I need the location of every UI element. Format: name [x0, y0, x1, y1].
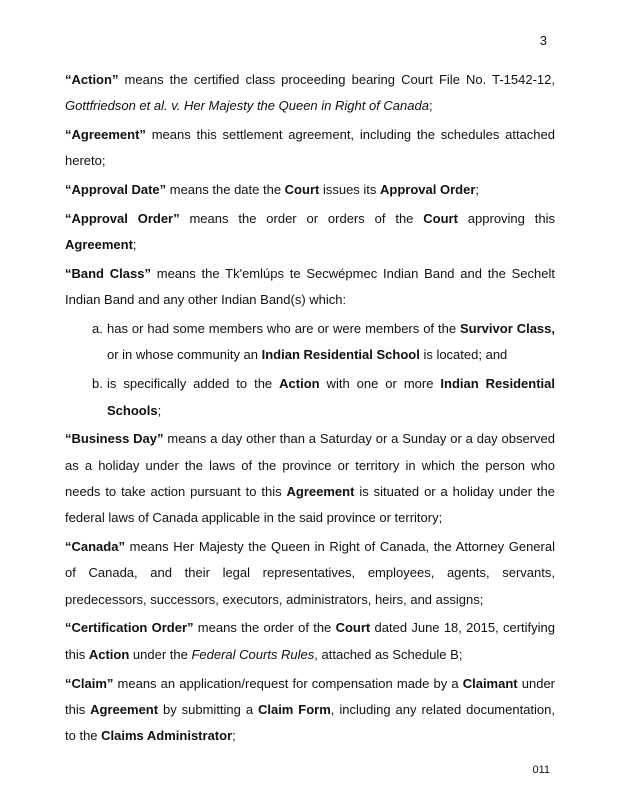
body-text: ; [132, 237, 137, 253]
body-text: by submitting a [158, 701, 258, 717]
body-text: ; [232, 728, 236, 744]
italic-citation: Gottfriedson et al. v. Her Majesty the Queen in Right of Canada [65, 98, 429, 114]
body-text: means Her Majesty the Queen in Right of Canada, the Attorney General of Canada, and their legal representatives, employees, agents, servants, predecessors, successors, executors, administrators, heirs, and assigns; [65, 539, 555, 607]
body-text: means the order or orders of the [179, 210, 424, 226]
defined-term: “Agreement” [65, 127, 146, 143]
list-item-text [107, 316, 555, 369]
defined-term: Approval Order [380, 182, 476, 198]
document-body [65, 67, 555, 752]
italic-citation: Federal Courts Rules [191, 646, 315, 662]
body-text: means the Tk'emlúps te Secwépmec Indian Band and the Sechelt Indian Band and any other Indian Band(s) which: [65, 266, 555, 308]
defined-term: “Canada” [65, 539, 125, 555]
body-text: or in whose community an [107, 347, 262, 363]
body-text: , attached as Schedule B; [314, 646, 463, 662]
definition-paragraph [65, 671, 555, 750]
body-text: is located; and [419, 347, 508, 363]
defined-term: Agreement [65, 237, 133, 253]
definition-paragraph [65, 67, 555, 120]
definition-paragraph [65, 177, 555, 203]
definition-paragraph [65, 534, 555, 613]
body-text: means the date the [166, 182, 285, 198]
body-text: ; [475, 182, 480, 198]
body-text: means a day other than a Saturday or a Sunday or a day observed as a holiday under the laws of the province or territory in which the person who needs to take action pursuant to this [65, 431, 556, 499]
body-text: approving this [457, 210, 555, 226]
body-text: ; [428, 98, 433, 114]
defined-term: Survivor Class, [460, 321, 556, 337]
body-text: means an application/request for compensation made by a [113, 675, 463, 691]
defined-term: Action [88, 646, 130, 662]
defined-term: Claim Form [257, 701, 331, 717]
defined-term: Claims Administrator [101, 728, 233, 744]
body-text: , including any related documentation, to the [65, 701, 556, 744]
defined-term: Court [423, 210, 458, 226]
definition-paragraph [65, 122, 555, 175]
definition-paragraph [65, 615, 555, 668]
body-text: has or had some members who are or were members of the [107, 321, 461, 337]
bates-stamp: 011 [532, 764, 550, 776]
defined-term: “Action” [65, 72, 119, 87]
defined-term: “Approval Order” [65, 210, 180, 226]
defined-term: “Claim” [65, 675, 114, 691]
definition-list-item [65, 371, 555, 424]
body-text: under this [65, 675, 555, 717]
defined-term: “Certification Order” [65, 620, 194, 636]
body-text: under the [129, 646, 192, 662]
body-text: is situated or a holiday under the federal laws of Canada applicable in the said province or territory; [65, 483, 555, 526]
body-text: means the certified class proceeding bearing Court File No. T-1542-12, [118, 72, 555, 87]
body-text: dated June 18, 2015, certifying this [65, 620, 555, 662]
page-number: 3 [539, 33, 547, 48]
defined-term: Court [335, 620, 371, 636]
defined-term: Agreement [286, 483, 355, 499]
definition-paragraph [65, 426, 555, 531]
defined-term: “Band Class” [65, 266, 151, 282]
body-text: means the order of the [193, 620, 336, 636]
defined-term: Action [279, 376, 320, 392]
definition-list-item [65, 316, 555, 369]
defined-term: Agreement [90, 701, 159, 717]
defined-term: Claimant [462, 675, 518, 691]
defined-term: Indian Residential School [261, 347, 420, 363]
body-text: ; [157, 402, 162, 418]
list-item-marker: a. [92, 321, 103, 337]
body-text: is specifically added to the [107, 376, 280, 392]
definition-paragraph [65, 206, 555, 259]
body-text: with one or more [319, 376, 441, 392]
list-item-marker: b. [92, 376, 103, 392]
body-text: means this settlement agreement, including the schedules attached hereto; [65, 127, 555, 169]
defined-term: Court [284, 182, 320, 198]
body-text: issues its [319, 182, 381, 198]
definition-paragraph [65, 261, 555, 314]
defined-term: “Approval Date” [65, 182, 167, 198]
defined-term: Indian Residential Schools [107, 376, 556, 418]
list-item-text [107, 371, 555, 424]
defined-term: “Business Day” [65, 431, 164, 447]
